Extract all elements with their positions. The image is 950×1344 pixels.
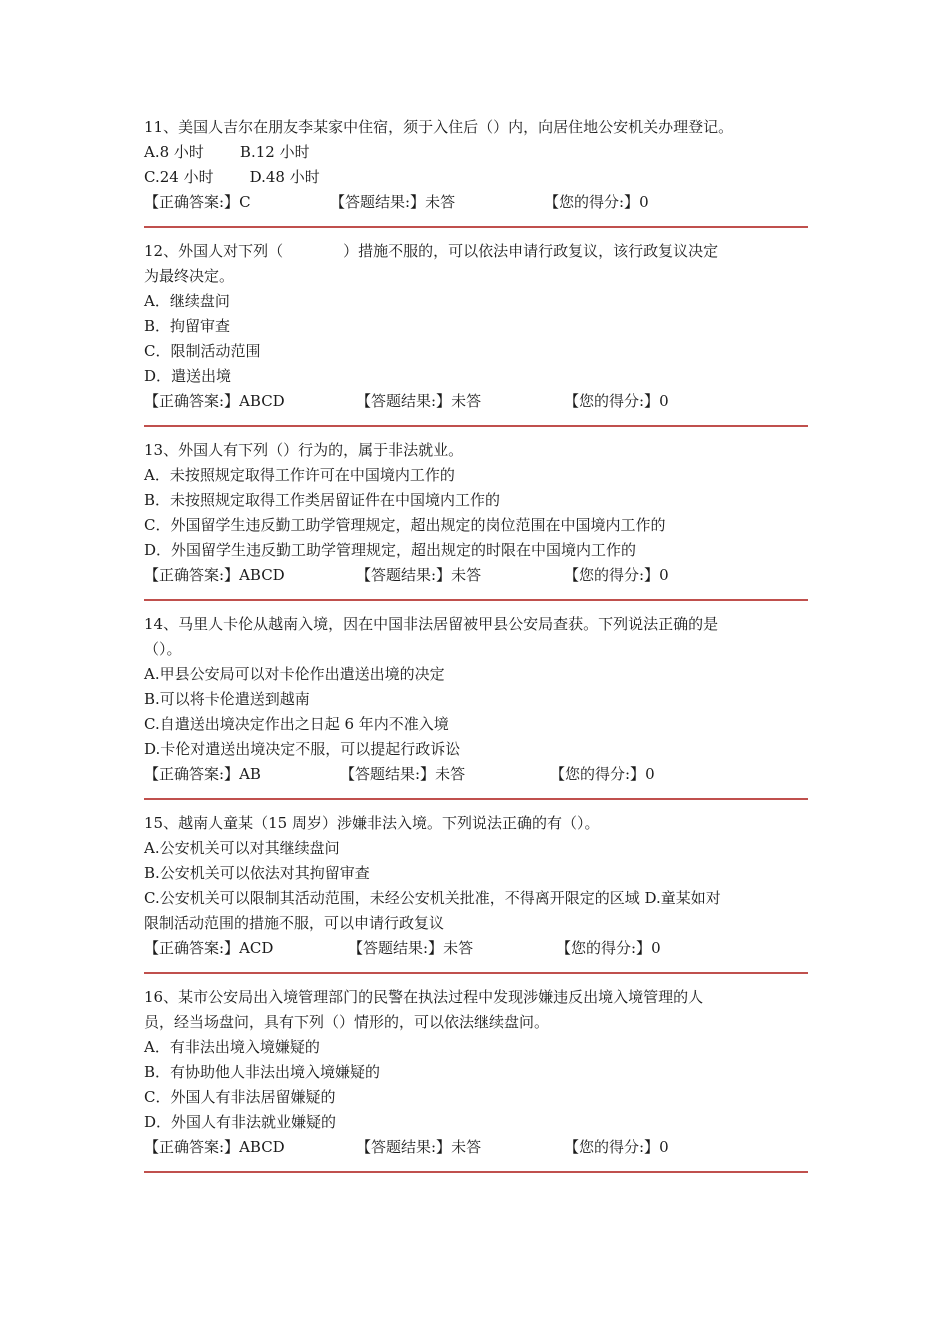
question-stem: 12、外国人对下列（ ）措施不服的，可以依法申请行政复议，该行政复议决定 <box>144 242 719 260</box>
score: 【您的得分:】0 <box>550 765 655 783</box>
divider <box>144 599 808 601</box>
option-b: B.可以将卡伦遣送到越南 <box>144 690 310 708</box>
answer-result: 【答题结果:】未答 <box>348 939 474 957</box>
result-row <box>144 936 808 961</box>
option-b: B．拘留审查 <box>144 317 231 335</box>
option-a: A.8 小时 <box>144 143 204 161</box>
correct-answer: 【正确答案:】ABCD <box>144 566 285 584</box>
score: 【您的得分:】0 <box>556 939 661 957</box>
option-c-continued: 限制活动范围的措施不服，可以申请行政复议 <box>144 914 445 932</box>
option-d: D.48 小时 <box>249 168 320 186</box>
option-d: D．外国留学生违反勤工助学管理规定，超出规定的时限在中国境内工作的 <box>144 541 637 559</box>
option-c: C．限制活动范围 <box>144 342 261 360</box>
option-row <box>144 140 808 165</box>
question-stem: 14、马里人卡伦从越南入境，因在中国非法居留被甲县公安局查获。下列说法正确的是 <box>144 615 719 633</box>
question-14 <box>144 612 808 787</box>
correct-answer: 【正确答案:】ABCD <box>144 1138 285 1156</box>
correct-answer: 【正确答案:】C <box>144 193 251 211</box>
divider <box>144 226 808 228</box>
option-c: C．外国人有非法居留嫌疑的 <box>144 1088 336 1106</box>
answer-result: 【答题结果:】未答 <box>356 1138 482 1156</box>
option-b: B.公安机关可以依法对其拘留审查 <box>144 864 370 882</box>
question-stem: 11、美国人吉尔在朋友李某家中住宿，须于入住后（）内，向居住地公安机关办理登记。 <box>144 118 734 136</box>
answer-result: 【答题结果:】未答 <box>356 566 482 584</box>
result-row <box>144 1135 808 1160</box>
question-stem: 15、越南人童某（15 周岁）涉嫌非法入境。下列说法正确的有（）。 <box>144 814 600 832</box>
option-a: A.甲县公安局可以对卡伦作出遣送出境的决定 <box>144 665 445 683</box>
result-row <box>144 563 808 588</box>
option-a: A．有非法出境入境嫌疑的 <box>144 1038 320 1056</box>
score: 【您的得分:】0 <box>564 566 669 584</box>
option-d: D．外国人有非法就业嫌疑的 <box>144 1113 337 1131</box>
option-row <box>144 165 808 190</box>
divider <box>144 798 808 800</box>
question-stem: 16、某市公安局出入境管理部门的民警在执法过程中发现涉嫌违反出境入境管理的人 <box>144 988 704 1006</box>
option-d: D．遣送出境 <box>144 367 232 385</box>
option-c: C．外国留学生违反勤工助学管理规定，超出规定的岗位范围在中国境内工作的 <box>144 516 666 534</box>
question-11 <box>144 115 808 215</box>
answer-result: 【答题结果:】未答 <box>356 392 482 410</box>
divider <box>144 425 808 427</box>
question-stem: 13、外国人有下列（）行为的，属于非法就业。 <box>144 441 464 459</box>
result-row <box>144 190 808 215</box>
option-b: B.12 小时 <box>239 143 310 161</box>
question-12 <box>144 239 808 414</box>
option-a: A.公安机关可以对其继续盘问 <box>144 839 340 857</box>
option-c: C.自遣送出境决定作出之日起 6 年内不准入境 <box>144 715 449 733</box>
correct-answer: 【正确答案:】ABCD <box>144 392 285 410</box>
question-stem: （）。 <box>144 640 182 658</box>
divider <box>144 972 808 974</box>
result-row <box>144 389 808 414</box>
option-c: C.公安机关可以限制其活动范围，未经公安机关批准，不得离开限定的区域 D.童某如对 <box>144 889 721 907</box>
answer-result: 【答题结果:】未答 <box>330 193 456 211</box>
correct-answer: 【正确答案:】ACD <box>144 939 274 957</box>
option-a: A．未按照规定取得工作许可在中国境内工作的 <box>144 466 455 484</box>
option-b: B．未按照规定取得工作类居留证件在中国境内工作的 <box>144 491 501 509</box>
question-13 <box>144 438 808 588</box>
question-16 <box>144 985 808 1160</box>
answer-result: 【答题结果:】未答 <box>340 765 466 783</box>
score: 【您的得分:】0 <box>564 1138 669 1156</box>
question-stem: 员，经当场盘问，具有下列（）情形的，可以依法继续盘问。 <box>144 1013 550 1031</box>
option-c: C.24 小时 <box>144 168 214 186</box>
option-a: A．继续盘问 <box>144 292 230 310</box>
score: 【您的得分:】0 <box>544 193 649 211</box>
question-stem: 为最终决定。 <box>144 267 235 285</box>
divider <box>144 1171 808 1173</box>
result-row <box>144 762 808 787</box>
correct-answer: 【正确答案:】AB <box>144 765 261 783</box>
option-d: D.卡伦对遣送出境决定不服，可以提起行政诉讼 <box>144 740 461 758</box>
question-15 <box>144 811 808 961</box>
option-b: B．有协助他人非法出境入境嫌疑的 <box>144 1063 381 1081</box>
score: 【您的得分:】0 <box>564 392 669 410</box>
